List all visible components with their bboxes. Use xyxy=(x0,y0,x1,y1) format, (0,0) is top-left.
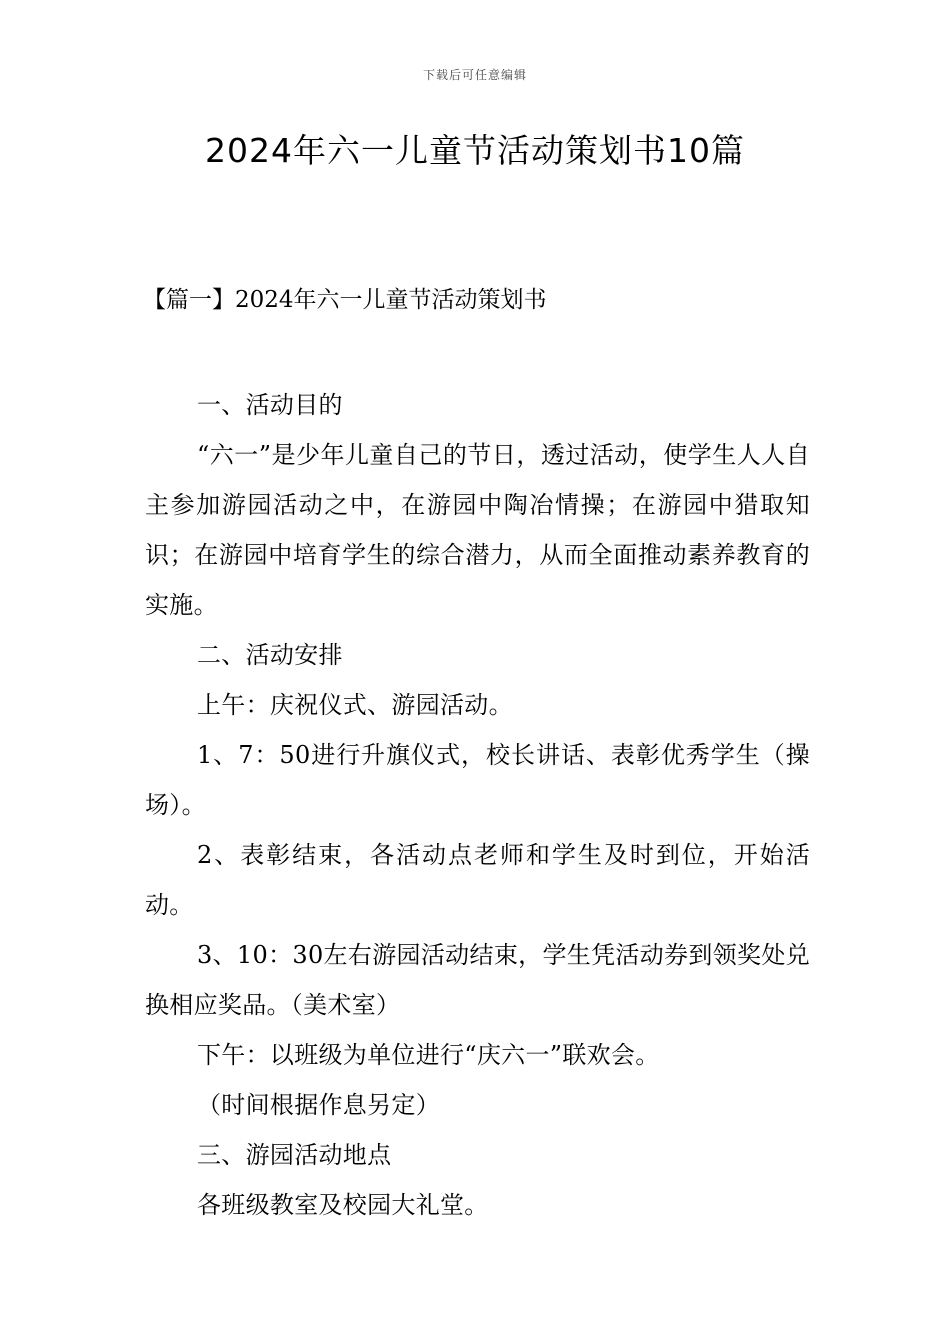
page-header-note: 下载后可任意编辑 xyxy=(422,68,527,82)
paragraph-time-note: （时间根据作息另定） xyxy=(197,1091,440,1119)
paragraph-venue: 各班级教室及校园大礼堂。 xyxy=(197,1191,489,1219)
paragraph-afternoon: 下午：以班级为单位进行“庆六一”联欢会。 xyxy=(197,1041,660,1069)
paragraph-item-1: 1、7：50进行升旗仪式，校长讲话、表彰优秀学生（操场）。 xyxy=(145,741,810,819)
heading-venue: 三、游园活动地点 xyxy=(197,1141,392,1169)
section-heading: 【篇一】2024年六一儿童节活动策划书 xyxy=(143,287,547,313)
paragraph-morning: 上午：庆祝仪式、游园活动。 xyxy=(197,691,513,719)
heading-activity-purpose: 一、活动目的 xyxy=(197,391,343,419)
document-title: 2024年六一儿童节活动策划书10篇 xyxy=(205,131,745,170)
paragraph-item-3: 3、10：30左右游园活动结束，学生凭活动券到领奖处兑换相应奖品。（美术室） xyxy=(145,941,810,1019)
document-body xyxy=(145,380,810,1230)
paragraph-item-2: 2、表彰结束，各活动点老师和学生及时到位，开始活动。 xyxy=(145,841,810,919)
paragraph-purpose: “六一”是少年儿童自己的节日，透过活动，使学生人人自主参加游园活动之中，在游园中陶冶情操；在游园中猎取知识；在游园中培育学生的综合潜力，从而全面推动素养教育的实施。 xyxy=(145,441,810,619)
heading-activity-schedule: 二、活动安排 xyxy=(197,641,343,669)
